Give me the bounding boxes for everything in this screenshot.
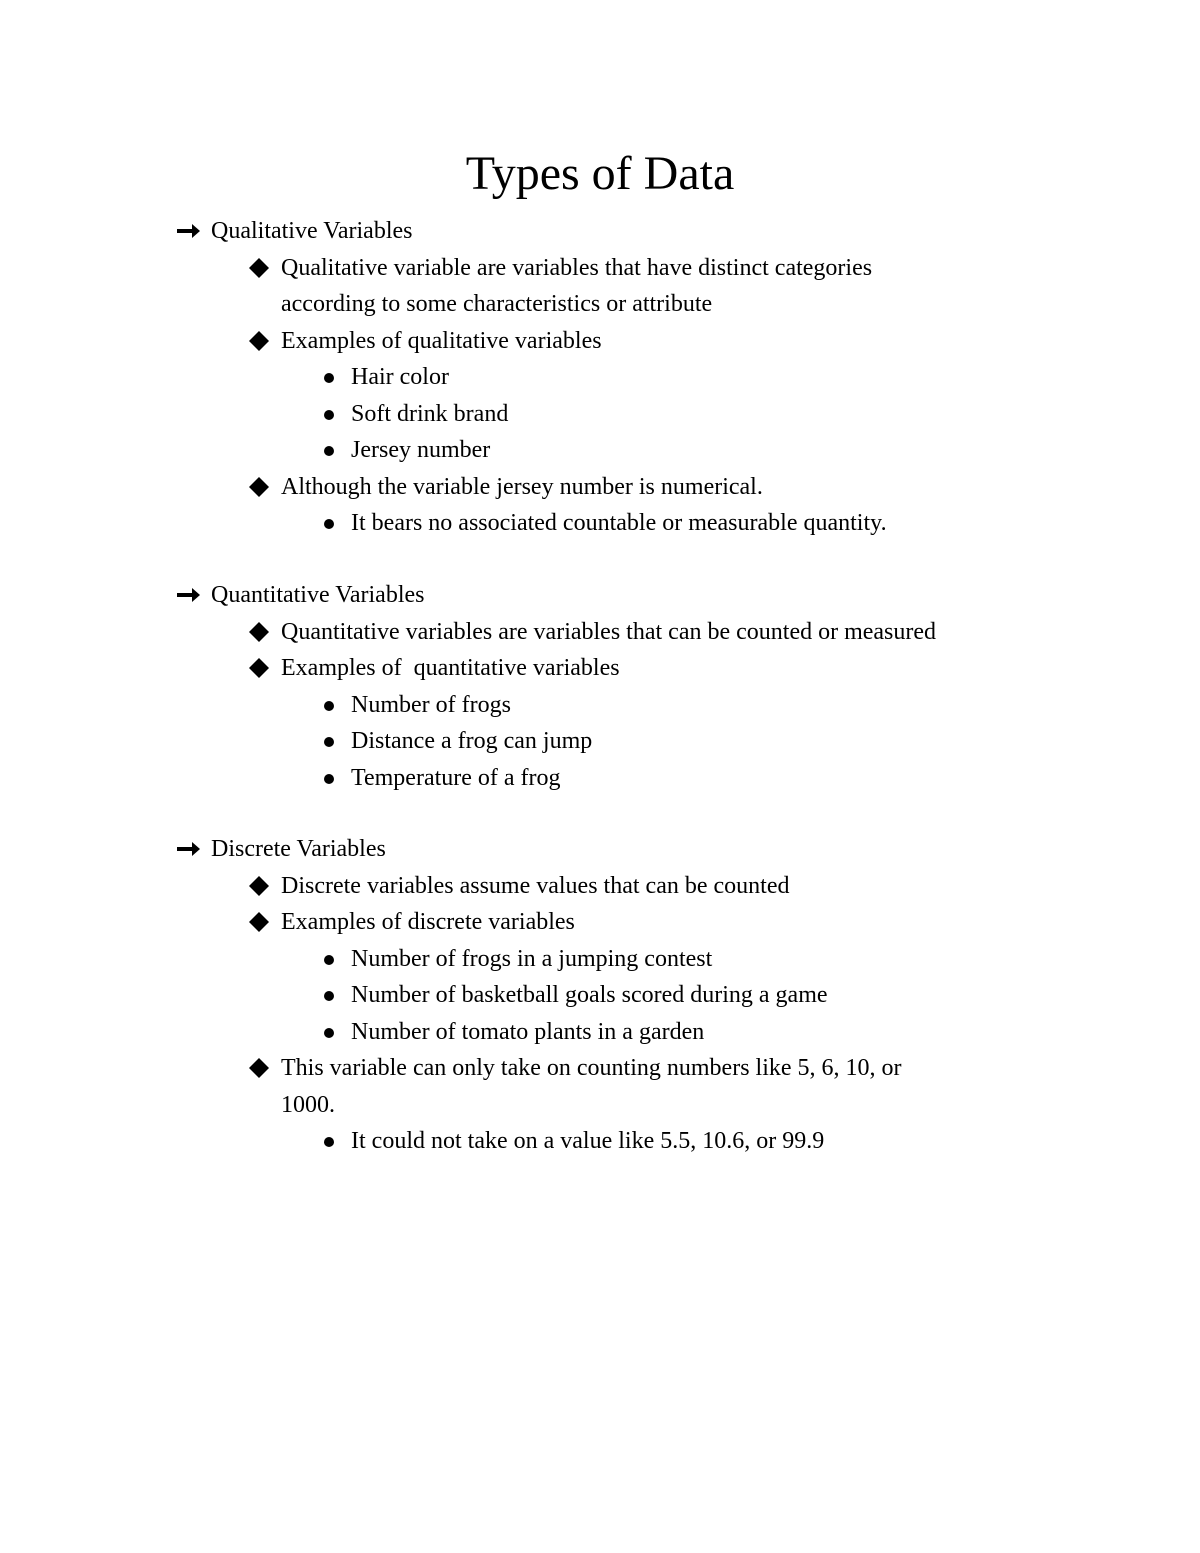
- bullet-item: [176, 323, 1076, 360]
- sub-bullet-item: [176, 1123, 1076, 1160]
- round-bullet-icon: [320, 723, 340, 760]
- bullet-item-text: Although the variable jersey number is numerical.: [281, 473, 763, 500]
- round-bullet-icon: [320, 977, 340, 1014]
- sub-bullet-item-text: Number of frogs: [351, 691, 511, 718]
- sub-bullet-item: [176, 396, 1076, 433]
- sub-bullet-item: [176, 941, 1076, 978]
- section-heading-text: Quantitative Variables: [211, 582, 425, 608]
- diamond-bullet-icon: [248, 904, 272, 941]
- diamond-bullet-icon: [248, 1050, 272, 1087]
- round-bullet-icon: [320, 1014, 340, 1051]
- sub-bullet-item-text: Number of basketball goals scored during a game: [351, 982, 828, 1008]
- round-bullet-icon: [320, 396, 340, 433]
- round-bullet-icon: [320, 505, 340, 542]
- bullet-item-text: Quantitative variables are variables that can be counted or measured: [281, 618, 937, 645]
- section-qualitative: [176, 213, 1076, 542]
- bullet-item: [176, 904, 1076, 941]
- diamond-bullet-icon: [248, 650, 272, 687]
- bullet-item-text: Examples of qualitative variables: [281, 327, 602, 354]
- bullet-item-continuation: according to some characteristics or attribute: [281, 291, 713, 317]
- bullet-item-text: Examples of quantitative variables: [281, 655, 620, 681]
- sub-bullet-item: [176, 687, 1076, 724]
- sub-bullet-item-text: Soft drink brand: [351, 400, 509, 427]
- diamond-bullet-icon: [248, 868, 272, 905]
- sub-bullet-item-text: Jersey number: [351, 437, 491, 463]
- section-heading-text: Qualitative Variables: [211, 218, 413, 244]
- section-heading-text: Discrete Variables: [211, 836, 386, 862]
- section-heading: [176, 577, 1076, 614]
- section-heading: [176, 213, 1076, 250]
- bullet-item: [176, 1050, 1076, 1087]
- sub-bullet-item-text: Number of frogs in a jumping contest: [351, 945, 713, 972]
- sub-bullet-item-text: It bears no associated countable or measurable quantity.: [351, 510, 887, 536]
- sub-bullet-item-text: Distance a frog can jump: [351, 728, 593, 754]
- bullet-item: [176, 650, 1076, 687]
- bullet-item-text: Discrete variables assume values that can be counted: [281, 872, 790, 899]
- sub-bullet-item: [176, 723, 1076, 760]
- diamond-bullet-icon: [248, 614, 272, 651]
- round-bullet-icon: [320, 760, 340, 797]
- round-bullet-icon: [320, 941, 340, 978]
- bullet-item-text: Examples of discrete variables: [281, 909, 575, 935]
- bullet-item: [176, 250, 1076, 287]
- round-bullet-icon: [320, 687, 340, 724]
- bullet-item-continuation: 1000.: [281, 1091, 335, 1118]
- bullet-item: [176, 868, 1076, 905]
- document-title: Types of Data: [465, 147, 735, 200]
- round-bullet-icon: [320, 1123, 340, 1160]
- sub-bullet-item: [176, 359, 1076, 396]
- bullet-item: [176, 614, 1076, 651]
- sub-bullet-item: [176, 432, 1076, 469]
- diamond-bullet-icon: [248, 250, 272, 287]
- arrow-right-icon: [176, 213, 204, 250]
- sub-bullet-item: [176, 1014, 1076, 1051]
- section-discrete: [176, 831, 1076, 1160]
- diamond-bullet-icon: [248, 323, 272, 360]
- arrow-right-icon: [176, 831, 204, 868]
- round-bullet-icon: [320, 359, 340, 396]
- diamond-bullet-icon: [248, 469, 272, 506]
- sub-bullet-item: [176, 760, 1076, 797]
- bullet-item-text: This variable can only take on counting numbers like 5, 6, 10, or: [281, 1055, 902, 1081]
- sub-bullet-item-text: Number of tomato plants in a garden: [351, 1018, 705, 1045]
- arrow-right-icon: [176, 577, 204, 614]
- sub-bullet-item: [176, 977, 1076, 1014]
- sub-bullet-item-text: Hair color: [351, 364, 449, 390]
- section-quantitative: [176, 577, 1076, 796]
- sub-bullet-item-text: It could not take on a value like 5.5, 10.6, or 99.9: [351, 1128, 825, 1154]
- section-heading: [176, 831, 1076, 868]
- sub-bullet-item-text: Temperature of a frog: [351, 764, 561, 791]
- sub-bullet-item: [176, 505, 1076, 542]
- bullet-item: [176, 469, 1076, 506]
- bullet-item-text: Qualitative variable are variables that have distinct categories: [281, 254, 873, 281]
- round-bullet-icon: [320, 432, 340, 469]
